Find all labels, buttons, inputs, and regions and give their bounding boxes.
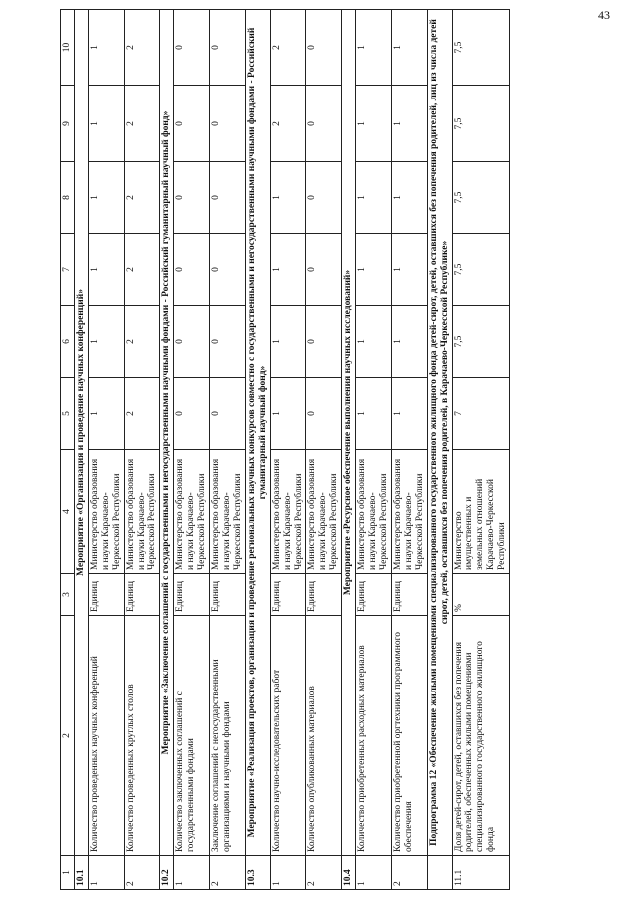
section-row bbox=[245, 10, 270, 890]
value-cell: 0 bbox=[306, 10, 342, 86]
section-number: 10.1 bbox=[74, 856, 88, 890]
page-number: 43 bbox=[598, 8, 610, 22]
value-cell: 0 bbox=[174, 162, 210, 234]
responsible-org: Министерство образования и науки Карачаево-Черкесской Республики bbox=[124, 450, 160, 574]
value-cell: 0 bbox=[210, 306, 246, 378]
value-cell: 2 bbox=[270, 86, 306, 162]
value-cell: 0 bbox=[210, 162, 246, 234]
indicator-name: Заключение соглашений с негосударственными организациями и научными фондами bbox=[210, 616, 246, 856]
value-cell: 1 bbox=[356, 306, 392, 378]
value-cell: 1 bbox=[356, 162, 392, 234]
indicator-name: Количество проведенных круглых столов bbox=[124, 616, 160, 856]
unit-cell: Единиц bbox=[270, 574, 306, 616]
value-cell: 1 bbox=[391, 10, 427, 86]
value-cell: 1 bbox=[270, 234, 306, 306]
row-number: 2 bbox=[391, 856, 427, 890]
section-number: 10.2 bbox=[160, 856, 174, 890]
col-header: 6 bbox=[61, 306, 75, 378]
value-cell: 1 bbox=[391, 306, 427, 378]
unit-cell: Единиц bbox=[210, 574, 246, 616]
value-cell: 2 bbox=[124, 378, 160, 450]
unit-cell: Единиц bbox=[306, 574, 342, 616]
value-cell: 7,5 bbox=[452, 10, 510, 86]
section-title: Мероприятие «Заключение соглашений с государственными и негосударственными научными фондами - Российский гуманитарный научный фонд» bbox=[160, 10, 174, 856]
value-cell: 1 bbox=[88, 306, 124, 378]
value-cell: 7,5 bbox=[452, 306, 510, 378]
col-header: 5 bbox=[61, 378, 75, 450]
table-row bbox=[452, 10, 510, 890]
value-cell: 0 bbox=[306, 234, 342, 306]
responsible-org: Министерство образования и науки Карачаево-Черкесской Республики bbox=[306, 450, 342, 574]
indicator-name: Количество проведенных научных конференций bbox=[88, 616, 124, 856]
value-cell: 0 bbox=[210, 86, 246, 162]
column-number-row bbox=[61, 10, 75, 890]
unit-cell: Единиц bbox=[88, 574, 124, 616]
responsible-org: Министерство образования и науки Карачаево-Черкесской Республики bbox=[174, 450, 210, 574]
unit-cell: % bbox=[452, 574, 510, 616]
value-cell: 2 bbox=[270, 10, 306, 86]
value-cell: 2 bbox=[124, 306, 160, 378]
indicator-name: Количество приобретенной оргтехники программного обеспечения bbox=[391, 616, 427, 856]
subprogram-title: Подпрограмма 12 «Обеспечение жилыми помещениями специализированного государственного жилищного фонда детей-сирот, детей, оставшихся без попечения родителей, лиц из числа детей сирот, детей, оставшихся без попечения родителей, в Карачаево-Черкесской Республике» bbox=[427, 10, 452, 856]
row-number: 1 bbox=[270, 856, 306, 890]
value-cell: 1 bbox=[391, 86, 427, 162]
value-cell: 0 bbox=[306, 306, 342, 378]
value-cell: 0 bbox=[174, 86, 210, 162]
unit-cell: Единиц bbox=[391, 574, 427, 616]
indicator-name: Количество заключенных соглашений с государственными фондами bbox=[174, 616, 210, 856]
value-cell: 7,5 bbox=[452, 162, 510, 234]
unit-cell: Единиц bbox=[124, 574, 160, 616]
value-cell: 2 bbox=[124, 86, 160, 162]
subprogram-row bbox=[427, 10, 452, 890]
responsible-org: Министерство образования и науки Карачаево-Черкесской Республики bbox=[391, 450, 427, 574]
value-cell: 1 bbox=[391, 378, 427, 450]
row-number: 1 bbox=[88, 856, 124, 890]
col-header: 9 bbox=[61, 86, 75, 162]
value-cell: 2 bbox=[124, 234, 160, 306]
value-cell: 1 bbox=[270, 378, 306, 450]
value-cell: 0 bbox=[174, 10, 210, 86]
responsible-org: Министерство образования и науки Карачаево-Черкесской Республики bbox=[210, 450, 246, 574]
value-cell: 0 bbox=[210, 10, 246, 86]
value-cell: 1 bbox=[356, 234, 392, 306]
value-cell: 0 bbox=[306, 86, 342, 162]
value-cell: 0 bbox=[210, 234, 246, 306]
responsible-org: Министерство образования и науки Карачаево-Черкесской Республики bbox=[356, 450, 392, 574]
table-row bbox=[270, 10, 306, 890]
col-header: 4 bbox=[61, 450, 75, 574]
indicators-table bbox=[60, 9, 510, 890]
value-cell: 1 bbox=[88, 162, 124, 234]
value-cell: 0 bbox=[306, 378, 342, 450]
indicator-name: Количество приобретенных расходных материалов bbox=[356, 616, 392, 856]
section-title: Мероприятие «Ресурсное обеспечение выполнения научных исследований» bbox=[342, 10, 356, 856]
subprogram-spacer bbox=[427, 856, 452, 890]
value-cell: 1 bbox=[88, 10, 124, 86]
col-header: 8 bbox=[61, 162, 75, 234]
value-cell: 1 bbox=[391, 162, 427, 234]
col-header: 2 bbox=[61, 616, 75, 856]
value-cell: 1 bbox=[270, 162, 306, 234]
value-cell: 1 bbox=[88, 378, 124, 450]
section-number: 10.3 bbox=[245, 856, 270, 890]
value-cell: 0 bbox=[174, 306, 210, 378]
col-header: 10 bbox=[61, 10, 75, 86]
indicator-name: Доля детей-сирот, детей, оставшихся без попечения родителей, обеспеченных жилыми помещениями специализированного государственного жилищного фонда bbox=[452, 616, 510, 856]
section-number: 10.4 bbox=[342, 856, 356, 890]
value-cell: 0 bbox=[306, 162, 342, 234]
unit-cell: Единиц bbox=[174, 574, 210, 616]
table-row bbox=[306, 10, 342, 890]
col-header: 1 bbox=[61, 856, 75, 890]
value-cell: 0 bbox=[174, 234, 210, 306]
value-cell: 0 bbox=[174, 378, 210, 450]
value-cell: 1 bbox=[391, 234, 427, 306]
row-number: 2 bbox=[124, 856, 160, 890]
col-header: 3 bbox=[61, 574, 75, 616]
value-cell: 1 bbox=[270, 306, 306, 378]
indicator-name: Количество научно-исследовательских работ bbox=[270, 616, 306, 856]
value-cell: 2 bbox=[124, 162, 160, 234]
value-cell: 1 bbox=[88, 86, 124, 162]
section-row bbox=[74, 10, 88, 890]
table-row bbox=[356, 10, 392, 890]
value-cell: 1 bbox=[356, 378, 392, 450]
row-number: 11.1 bbox=[452, 856, 510, 890]
value-cell: 1 bbox=[356, 86, 392, 162]
section-title: Мероприятие «Реализация проектов, организация и проведение региональных научных конкурсов совместно с государственными и негосударственными научными фондами - Российский гуманитарный научный фонд» bbox=[245, 10, 270, 856]
value-cell: 2 bbox=[124, 10, 160, 86]
value-cell: 7 bbox=[452, 378, 510, 450]
unit-cell: Единиц bbox=[356, 574, 392, 616]
section-row bbox=[342, 10, 356, 890]
responsible-org: Министерство образования и науки Карачаево-Черкесской Республики bbox=[270, 450, 306, 574]
row-number: 2 bbox=[210, 856, 246, 890]
section-title: Мероприятие «Организация и проведение научных конференций» bbox=[74, 10, 88, 856]
table-row bbox=[88, 10, 124, 890]
row-number: 1 bbox=[356, 856, 392, 890]
value-cell: 7,5 bbox=[452, 234, 510, 306]
table-row bbox=[174, 10, 210, 890]
value-cell: 1 bbox=[356, 10, 392, 86]
table-row bbox=[210, 10, 246, 890]
table-row bbox=[124, 10, 160, 890]
value-cell: 7,5 bbox=[452, 86, 510, 162]
responsible-org: Министерство образования и науки Карачаево-Черкесской Республики bbox=[88, 450, 124, 574]
value-cell: 0 bbox=[210, 378, 246, 450]
indicator-name: Количество опубликованных материалов bbox=[306, 616, 342, 856]
col-header: 7 bbox=[61, 234, 75, 306]
section-row bbox=[160, 10, 174, 890]
row-number: 1 bbox=[174, 856, 210, 890]
value-cell: 1 bbox=[88, 234, 124, 306]
table-row bbox=[391, 10, 427, 890]
responsible-org: Министерство имущественных и земельных отношений Карачаево-Черкесской Республики bbox=[452, 450, 510, 574]
rotated-page bbox=[60, 10, 620, 890]
row-number: 2 bbox=[306, 856, 342, 890]
